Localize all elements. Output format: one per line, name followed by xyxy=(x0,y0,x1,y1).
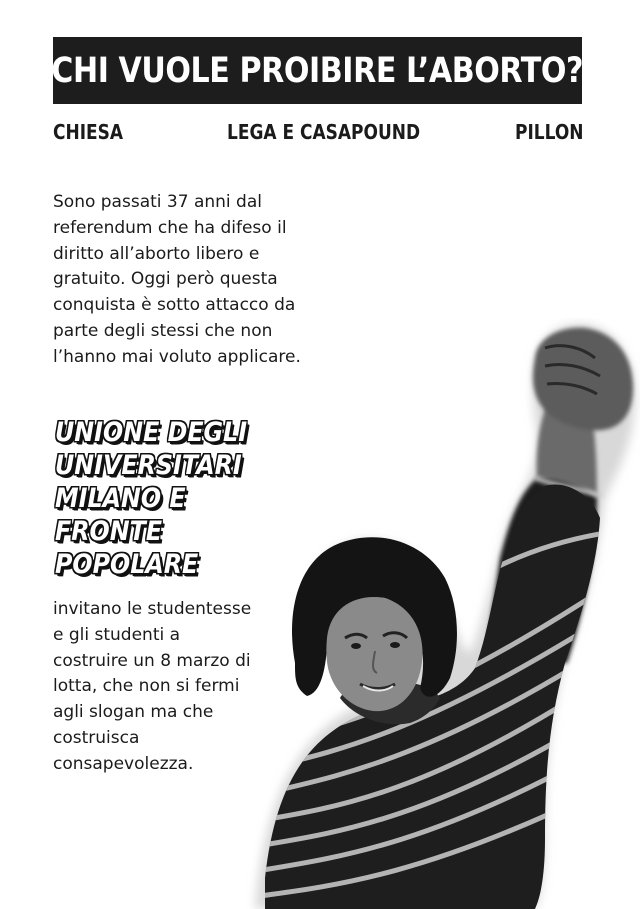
call-to-action-paragraph: invitano le studentesse e gli studenti a costruire un 8 marzo di lotta, che non si fermi agli slogan ma che costruisca consapevolezza. xyxy=(53,599,252,774)
org-line-5: POPOLARE xyxy=(55,549,199,580)
intro-paragraph: Sono passati 37 anni dal referendum che ha difeso il diritto all’aborto libero e gratuito. Oggi però questa conquista è sotto attacco da parte degli stessi che non l’hanno mai voluto applicare. xyxy=(53,192,301,367)
org-line-3: MILANO E xyxy=(55,483,186,514)
organizations-heading xyxy=(55,416,265,581)
page-title: CHI VUOLE PROIBIRE L’ABORTO? xyxy=(51,50,584,91)
org-line-1: UNIONE DEGLI xyxy=(55,417,248,448)
subject-lega-casapound: LEGA E CASAPOUND xyxy=(227,120,421,144)
org-line-2: UNIVERSITARI xyxy=(55,450,242,481)
raised-fist-photo xyxy=(245,318,640,909)
title-banner xyxy=(53,37,582,104)
org-line-4: FRONTE xyxy=(55,516,163,547)
subject-pillon: PILLON xyxy=(515,120,584,144)
subject-chiesa: CHIESA xyxy=(53,120,124,144)
